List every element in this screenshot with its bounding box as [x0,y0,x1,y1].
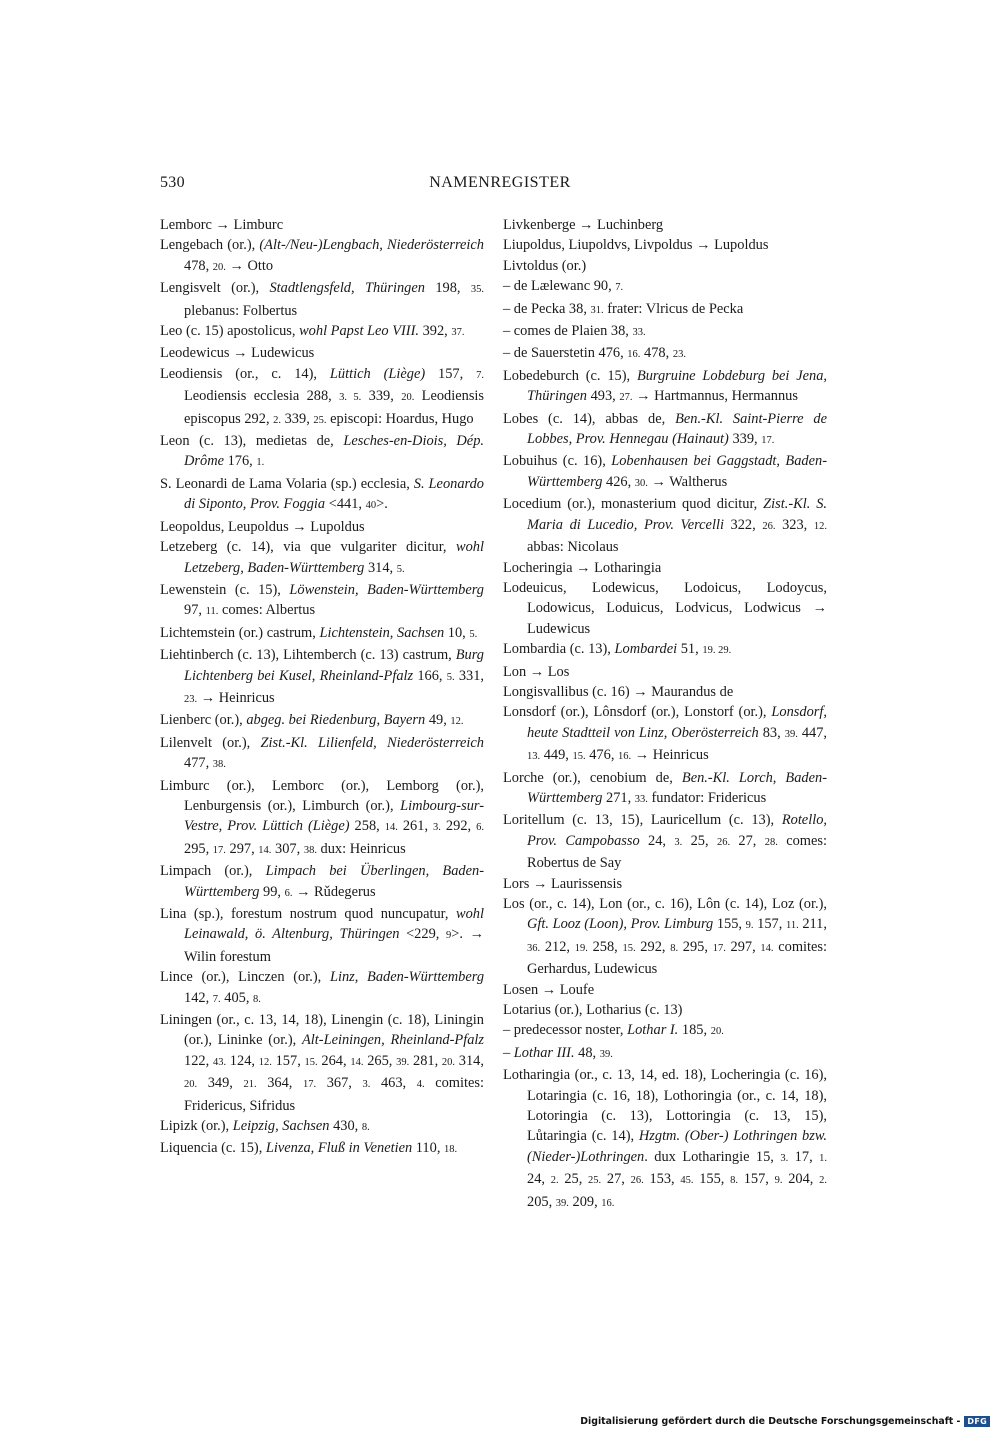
index-entry: – Lothar III. 48, 39. [503,1044,613,1061]
index-entry: Leon (c. 13), medietas de, Lesches-en-Diois, Dép. Drôme 176, 1. [160,433,484,470]
index-entry: Limburc (or.), Lemborc (or.), Lemborg (or.), Lenburgensis (or.), Limburch (or.), Limbourg-sur-Vestre, Prov. Lüttich (Liège) 258, 14. 261, 3. 292, 6. 295, 17. 297, 14. 307, 38. dux: Heinricus [160,777,484,857]
index-entry: Letzeberg (c. 14), via que vulgariter dicitur, wohl Letzeberg, Baden-Württemberg 314, 5. [160,539,484,576]
index-entry: Lobedeburch (c. 15), Burgruine Lobdeburg bei Jena, Thüringen 493, 27. → Hartmannus, Hermannus [503,367,827,405]
index-column-left [160,215,484,1161]
index-entry: Lon → Los [503,663,570,680]
index-entry: Lonsdorf (or.), Lônsdorf (or.), Lonstorf (or.), Lonsdorf, heute Stadtteil von Linz, Oberösterreich 83, 39. 447, 13. 449, 15. 476, 16. → Heinricus [503,704,828,764]
index-entry: Lemborc → Limburc [160,217,284,233]
index-entry: – comes de Plaien 38, 33. [503,323,646,340]
index-column-right [503,215,827,1214]
index-entry: – de Lælewanc 90, 7. [503,278,624,295]
index-entry: Lodeuicus, Lodewicus, Lodoicus, Lodoycus, Lodowicus, Loduicus, Lodvicus, Lodwicus → Ludewicus [503,579,827,637]
index-entry: Lewenstein (c. 15), Löwenstein, Baden-Württemberg 97, 11. comes: Albertus [160,581,485,619]
index-entry: Leodiensis (or., c. 14), Lüttich (Liège) 157, 7. Leodiensis ecclesia 288, 3. 5. 339, 20. Leodiensis episcopus 292, 2. 339, 25. episcopi: Hoardus, Hugo [160,365,485,427]
index-entry: Liningen (or., c. 13, 14, 18), Linengin (c. 18), Liningin (or.), Lininke (or.), Alt-Leiningen, Rheinland-Pfalz 122, 43. 124, 12. 157, 15. 264, 14. 265, 39. 281, 20. 314, 20. 349, 21. 364, 17. 367, 3. 463, 4. comites: Fridericus, Sifridus [160,1012,484,1114]
index-entry: Lotharingia (or., c. 13, 14, ed. 18), Locheringia (c. 16), Lotaringia (c. 16, 18), Lothoringia (or., c. 14, 18), Lotoringia (c. 13), Lottoringia (c. 13, 15), Lůtaringia (c. 14), Hzgtm. (Ober-) Lothringen bzw. (Nieder-)Lothringen. dux Lotharingie 15, 3. 17, 1. 24, 2. 25, 25. 27, 26. 153, 45. 155, 8. 157, 9. 204, 2. 205, 39. 209, 16. [503,1067,828,1210]
page-title: NAMENREGISTER [429,174,571,191]
index-entry: Lengisvelt (or.), Stadtlengsfeld, Thüringen 198, 35. plebanus: Folbertus [160,280,485,319]
index-entry: Lobuihus (c. 16), Lobenhausen bei Gaggstadt, Baden-Württemberg 426, 30. → Waltherus [503,453,827,490]
index-entry: Limpach (or.), Limpach bei Überlingen, Baden-Württemberg 99, 6. → Rǔdegerus [160,863,484,900]
index-entry: Los (or., c. 14), Lon (or., c. 16), Lôn (c. 14), Loz (or.), Gft. Looz (Loon), Prov. Limburg 155, 9. 157, 11. 211, 36. 212, 19. 258, 15. 292, 8. 295, 17. 297, 14. comites: Gerhardus, Ludewicus [503,896,828,978]
index-entry: Lombardia (c. 13), Lombardei 51, 19. 29. [503,641,732,658]
index-entry: Lotarius (or.), Lotharius (c. 13) [503,1002,683,1019]
index-entry: – predecessor noster, Lothar I. 185, 20. [503,1022,724,1039]
index-entry: Leodewicus → Ludewicus [160,345,315,362]
index-entry: Liupoldus, Liupoldvs, Livpoldus → Lupoldus [503,237,769,254]
index-entry: Leo (c. 15) apostolicus, wohl Papst Leo VIII. 392, 37. [160,323,465,340]
index-entry: Lina (sp.), forestum nostrum quod nuncupatur, wohl Leinawald, ö. Altenburg, Thüringen <229, 9>. → Wilin forestum [160,906,485,965]
index-entry: Longisvallibus (c. 16) → Maurandus de [503,683,734,700]
footer-text: Digitalisierung gefördert durch die Deutsche Forschungsgemeinschaft - [580,1416,961,1427]
dfg-logo: DFG [964,1416,990,1427]
index-entry: Livtoldus (or.) [503,257,587,274]
index-entry: Lobes (c. 14), abbas de, Ben.-Kl. Saint-Pierre de Lobbes, Prov. Hennegau (Hainaut) 339, 17. [503,410,827,448]
funding-footer [580,1416,990,1427]
index-entry: Livkenberge → Luchinberg [503,217,664,233]
index-entry: – de Sauerstetin 476, 16. 478, 23. [503,345,686,362]
index-entry: Losen → Loufe [503,981,595,998]
page-number: 530 [160,174,185,191]
index-entry: Lienberc (or.), abgeg. bei Riedenburg, Bayern 49, 12. [160,712,464,729]
index-entry: Lilenvelt (or.), Zist.-Kl. Lilienfeld, Niederösterreich 477, 38. [160,734,484,772]
index-entry: Liquencia (c. 15), Livenza, Fluß in Venetien 110, 18. [160,1140,458,1157]
index-entry: Lorche (or.), cenobium de, Ben.-Kl. Lorch, Baden-Württemberg 271, 33. fundator: Fridericus [503,769,827,806]
index-entry: Lipizk (or.), Leipzig, Sachsen 430, 8. [160,1118,370,1135]
index-entry: Loritellum (c. 13, 15), Lauricellum (c. 13), Rotello, Prov. Campobasso 24, 3. 25, 26. 27, 28. comes: Robertus de Say [503,812,827,872]
index-entry: Locedium (or.), monasterium quod dicitur, Zist.-Kl. S. Maria di Lucedio, Prov. Vercelli 322, 26. 323, 12. abbas: Nicolaus [503,496,827,556]
index-entry: Lengebach (or.), (Alt-/Neu-)Lengbach, Niederösterreich 478, 20. → Otto [160,237,484,274]
index-entry: Lince (or.), Linczen (or.), Linz, Baden-Württemberg 142, 7. 405, 8. [160,969,485,1006]
index-entry: Locheringia → Lotharingia [503,559,662,576]
index-entry: Liehtinberch (c. 13), Lihtemberch (c. 13) castrum, Burg Lichtenberg bei Kusel, Rheinland-Pfalz 166, 5. 331, 23. → Heinricus [160,647,484,706]
index-entry: Leopoldus, Leupoldus → Lupoldus [160,518,365,535]
index-entry: Lors → Laurissensis [503,875,623,892]
index-entry: Lichtemstein (or.) castrum, Lichtenstein, Sachsen 10, 5. [160,624,478,641]
index-entry: S. Leonardi de Lama Volaria (sp.) ecclesia, S. Leonardo di Siponto, Prov. Foggia <441, 40>. [160,475,484,513]
index-entry: – de Pecka 38, 31. frater: Vlricus de Pecka [503,300,744,317]
